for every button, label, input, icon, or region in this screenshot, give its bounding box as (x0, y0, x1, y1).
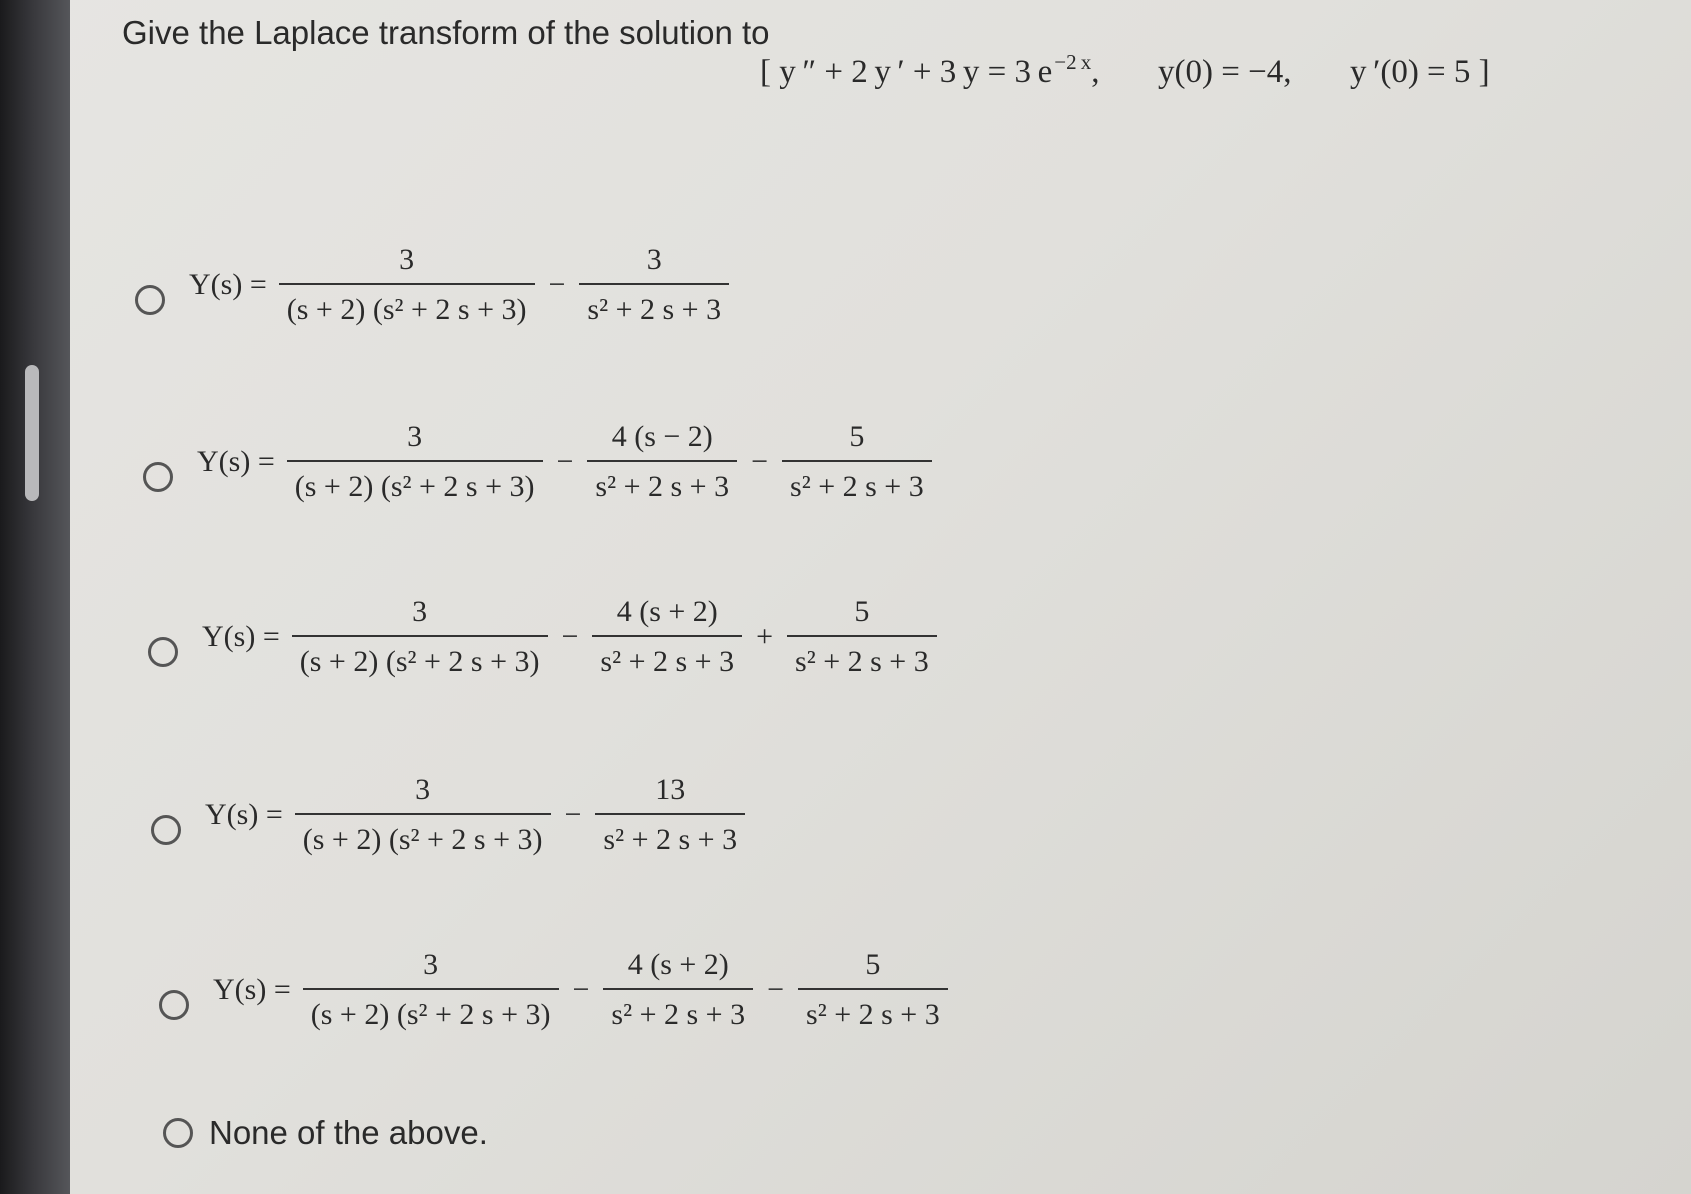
radio-button[interactable] (148, 637, 178, 667)
formula-operator: − (572, 973, 590, 1006)
formula-operator: − (556, 445, 574, 478)
fraction (587, 420, 737, 504)
formula-lhs: Y(s) = (202, 620, 280, 653)
answer-option-none[interactable] (163, 1114, 488, 1152)
equation-open-bracket: [ (760, 54, 771, 90)
fraction-denominator: s² + 2 s + 3 (782, 460, 932, 504)
option-formula (189, 243, 729, 327)
fraction (295, 773, 551, 857)
differential-equation (760, 50, 1490, 91)
fraction (782, 420, 932, 504)
equation-exponent: −2 x (1054, 50, 1092, 74)
formula-operator: + (756, 620, 774, 653)
fraction-denominator: (s + 2) (s² + 2 s + 3) (287, 460, 543, 504)
radio-button[interactable] (143, 462, 173, 492)
fraction-numerator: 3 (415, 773, 431, 806)
radio-button[interactable] (135, 285, 165, 315)
equation-comma: , (1091, 54, 1100, 90)
fraction-denominator: s² + 2 s + 3 (587, 460, 737, 504)
option-label: None of the above. (209, 1114, 488, 1151)
answer-option-1[interactable] (135, 240, 729, 360)
fraction-numerator: 5 (849, 420, 865, 453)
formula-operator: − (561, 620, 579, 653)
fraction-numerator: 4 (s + 2) (627, 948, 729, 981)
initial-condition-yprime0: y ′(0) = 5 (1350, 54, 1471, 90)
fraction-denominator: s² + 2 s + 3 (592, 635, 742, 679)
fraction-numerator: 3 (407, 420, 423, 453)
fraction-denominator: (s + 2) (s² + 2 s + 3) (295, 813, 551, 857)
option-formula (205, 773, 745, 857)
fraction-denominator: (s + 2) (s² + 2 s + 3) (292, 635, 548, 679)
fraction-denominator: s² + 2 s + 3 (603, 988, 753, 1032)
fraction (292, 595, 548, 679)
formula-lhs: Y(s) = (205, 798, 283, 831)
fraction-denominator: (s + 2) (s² + 2 s + 3) (303, 988, 559, 1032)
option-formula (213, 948, 948, 1032)
answer-option-2[interactable] (143, 417, 932, 537)
equation-ode: y ″ + 2 y ′ + 3 y = 3 e (779, 54, 1053, 90)
fraction-denominator: (s + 2) (s² + 2 s + 3) (279, 283, 535, 327)
fraction (579, 243, 729, 327)
answer-option-4[interactable] (151, 770, 745, 890)
radio-button[interactable] (159, 990, 189, 1020)
fraction-numerator: 3 (646, 243, 662, 276)
fraction (798, 948, 948, 1032)
fraction (595, 773, 745, 857)
formula-operator: − (751, 445, 769, 478)
formula-operator: − (564, 798, 582, 831)
fraction-denominator: s² + 2 s + 3 (579, 283, 729, 327)
fraction (592, 595, 742, 679)
fraction-numerator: 4 (s − 2) (611, 420, 713, 453)
option-formula (197, 420, 932, 504)
fraction (303, 948, 559, 1032)
answer-option-3[interactable] (148, 592, 937, 712)
fraction (603, 948, 753, 1032)
equation-close-bracket: ] (1478, 54, 1490, 90)
fraction-denominator: s² + 2 s + 3 (798, 988, 948, 1032)
fraction (287, 420, 543, 504)
fraction-numerator: 13 (655, 773, 686, 806)
formula-lhs: Y(s) = (197, 445, 275, 478)
fraction-denominator: s² + 2 s + 3 (787, 635, 937, 679)
fraction-numerator: 3 (399, 243, 415, 276)
radio-button[interactable] (163, 1118, 193, 1148)
answer-option-5[interactable] (159, 945, 948, 1065)
fraction-numerator: 3 (412, 595, 428, 628)
question-prompt: Give the Laplace transform of the solution to (122, 14, 770, 51)
fraction-denominator: s² + 2 s + 3 (595, 813, 745, 857)
initial-condition-y0: y(0) = −4, (1158, 54, 1292, 90)
fraction-numerator: 5 (854, 595, 870, 628)
formula-operator: − (767, 973, 785, 1006)
option-formula (202, 595, 937, 679)
fraction-numerator: 5 (865, 948, 881, 981)
formula-lhs: Y(s) = (213, 973, 291, 1006)
radio-button[interactable] (151, 815, 181, 845)
fraction-numerator: 4 (s + 2) (616, 595, 718, 628)
fraction-numerator: 3 (423, 948, 439, 981)
scrollbar-thumb[interactable] (25, 365, 39, 501)
fraction (279, 243, 535, 327)
formula-operator: − (548, 268, 566, 301)
sidebar-strip (0, 0, 70, 1194)
fraction (787, 595, 937, 679)
formula-lhs: Y(s) = (189, 268, 267, 301)
